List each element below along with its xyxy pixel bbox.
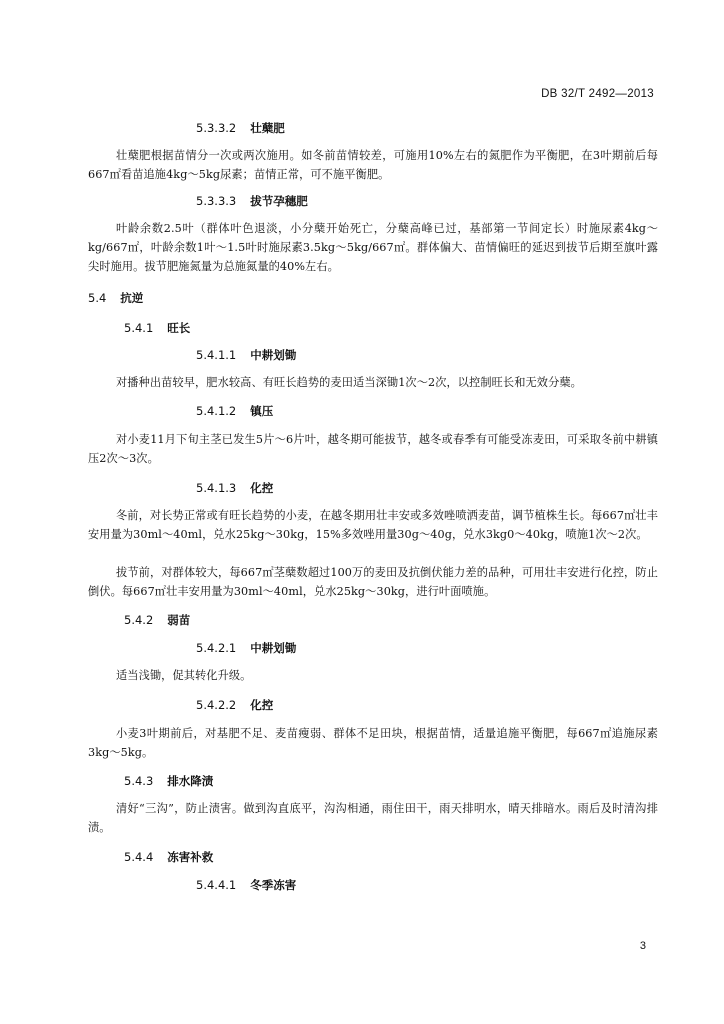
paragraph-5-4-3: 清好“三沟”，防止渍害。做到沟直底平，沟沟相通，雨住田干，雨天排明水，晴天排暗水。雨后及时清沟排渍。 <box>88 802 658 834</box>
page-number: 3 <box>639 940 646 952</box>
heading-title: 壮蘖肥 <box>250 121 285 135</box>
heading-5-3-3-2 <box>196 120 285 136</box>
heading-title: 冬季冻害 <box>250 878 297 892</box>
heading-title: 化控 <box>250 698 274 712</box>
heading-number: 5.4.4 <box>124 850 154 864</box>
heading-title: 化控 <box>250 481 274 495</box>
paragraph-5-4-1-3-a: 冬前，对长势正常或有旺长趋势的小麦，在越冬期用壮丰安或多效唑喷洒麦苗，调节植株生长。每667㎡壮丰安用量为30ml～40ml，兑水25kg～30kg，15%多效唑用量30g～40g，兑水3kg0～40kg，喷施1次～2次。 <box>88 509 658 541</box>
heading-5-4-1-3 <box>196 480 273 496</box>
heading-number: 5.4.2 <box>124 613 154 627</box>
heading-number: 5.3.3.3 <box>196 194 237 208</box>
heading-title: 中耕划锄 <box>250 641 297 655</box>
heading-5-4-1-1 <box>196 347 296 363</box>
heading-5-4-2-2 <box>196 697 273 713</box>
paragraph-5-4-1-2: 对小麦11月下旬主茎已发生5片～6片叶，越冬期可能拔节，越冬或春季有可能受冻麦田，可采取冬前中耕镇压2次～3次。 <box>88 433 658 465</box>
heading-title: 排水降渍 <box>167 774 214 788</box>
heading-title: 镇压 <box>250 404 274 418</box>
heading-title: 弱苗 <box>167 613 191 627</box>
heading-number: 5.4.1.1 <box>196 348 237 362</box>
paragraph-5-4-2-2: 小麦3叶期前后，对基肥不足、麦苗瘦弱、群体不足田块，根据苗情，适量追施平衡肥，每667㎡追施尿素3kg～5kg。 <box>88 727 658 759</box>
heading-title: 中耕划锄 <box>250 348 297 362</box>
heading-number: 5.4.3 <box>124 774 154 788</box>
heading-5-4-4-1 <box>196 877 296 893</box>
heading-5-4-3 <box>124 773 213 789</box>
heading-5-4-1-2 <box>196 403 273 419</box>
heading-5-4-4 <box>124 849 213 865</box>
heading-title: 抗逆 <box>120 291 144 305</box>
heading-5-4-2 <box>124 612 190 628</box>
heading-5-4 <box>88 290 143 306</box>
heading-title: 拔节孕穗肥 <box>250 194 308 208</box>
heading-number: 5.4.2.2 <box>196 698 237 712</box>
heading-5-4-1 <box>124 320 190 336</box>
heading-number: 5.4.4.1 <box>196 878 237 892</box>
heading-number: 5.4.2.1 <box>196 641 237 655</box>
document-id-header: DB 32/T 2492—2013 <box>541 88 654 100</box>
paragraph-5-3-3-2: 壮蘖肥根据苗情分一次或两次施用。如冬前苗情较差，可施用10%左右的氮肥作为平衡肥，在3叶期前后每667㎡看苗追施4kg～5kg尿素；苗情正常，可不施平衡肥。 <box>88 149 658 181</box>
heading-number: 5.4 <box>88 291 107 305</box>
paragraph-5-3-3-3: 叶龄余数2.5叶（群体叶色退淡，小分蘖开始死亡，分蘖高峰已过，基部第一节间定长）时施尿素4kg～kg/667㎡，叶龄余数1叶～1.5叶时施尿素3.5kg～5kg/667㎡。群体偏大、苗情偏旺的延迟到拔节后期至旗叶露尖时施用。拔节肥施氮量为总施氮量的40%左右。 <box>88 222 658 273</box>
heading-5-3-3-3 <box>196 193 308 209</box>
paragraph-5-4-1-3-b: 拔节前，对群体较大，每667㎡茎蘖数超过100万的麦田及抗倒伏能力差的品种，可用壮丰安进行化控，防止倒伏。每667㎡壮丰安用量为30ml～40ml，兑水25kg～30kg，进行叶面喷施。 <box>88 566 658 598</box>
paragraph-5-4-2-1: 适当浅锄，促其转化升级。 <box>116 669 252 682</box>
paragraph-5-4-1-1: 对播种出苗较早，肥水较高、有旺长趋势的麦田适当深锄1次～2次，以控制旺长和无效分蘖。 <box>116 376 582 389</box>
heading-title: 冻害补救 <box>167 850 214 864</box>
heading-number: 5.4.1.3 <box>196 481 237 495</box>
heading-number: 5.4.1.2 <box>196 404 237 418</box>
heading-title: 旺长 <box>167 321 191 335</box>
heading-number: 5.4.1 <box>124 321 154 335</box>
heading-number: 5.3.3.2 <box>196 121 237 135</box>
heading-5-4-2-1 <box>196 640 296 656</box>
